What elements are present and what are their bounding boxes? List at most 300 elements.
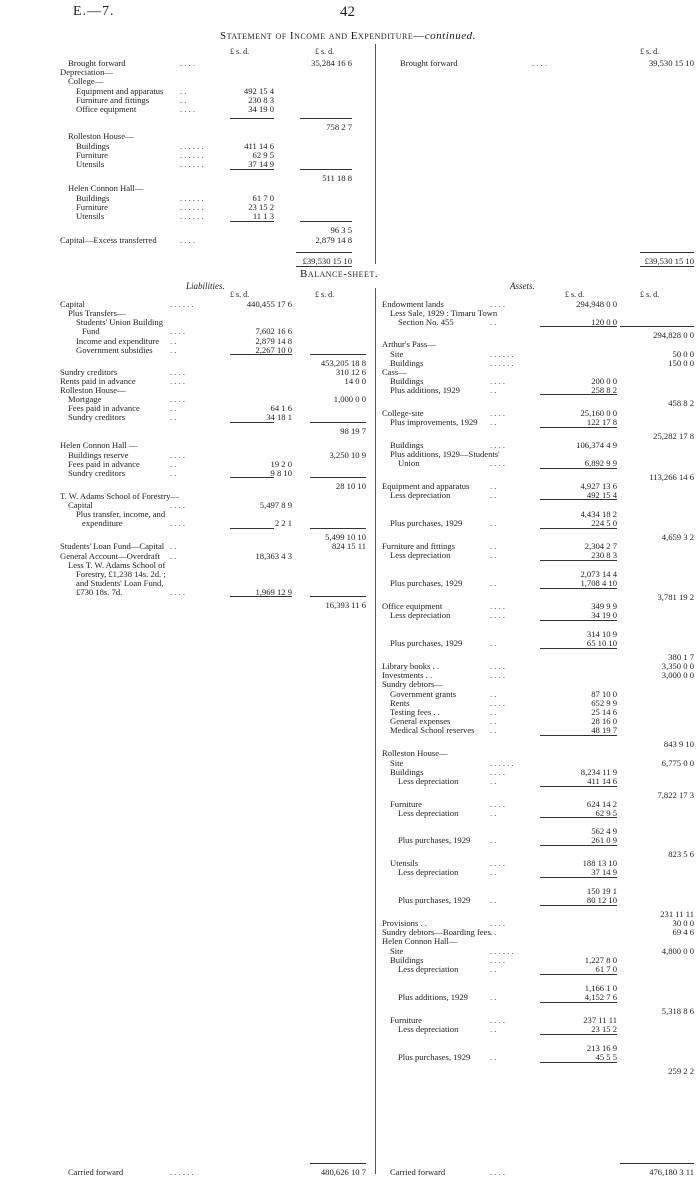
amount-inner: 237 11 11 [583, 1015, 617, 1025]
ledger-label: Less depreciation [398, 808, 459, 818]
ledger-label: Investments . . [382, 670, 433, 680]
amount-total: 1,000 0 0 [333, 394, 366, 404]
leader-dots: . . . . [490, 440, 506, 450]
leader-dots: . . . . [170, 587, 186, 597]
amount-total: 4,800 0 0 [661, 946, 694, 956]
ledger-label: T. W. Adams School of Forestry— [60, 491, 179, 501]
rule-line [230, 422, 274, 423]
rule-line [540, 620, 617, 621]
leader-dots: . . [490, 1024, 497, 1034]
leader-dots: . . . . . . [490, 946, 514, 956]
leader-dots: . . [490, 992, 497, 1002]
leader-dots: . . . . . . [180, 141, 204, 151]
amount-total: 35,284 16 6 [311, 58, 352, 68]
leader-dots: . . . . [490, 858, 506, 868]
ledger-label: Medical School reserves [390, 725, 475, 735]
amount-total: 294,828 0 0 [653, 330, 694, 340]
ledger-label: Buildings reserve [68, 450, 129, 460]
amount-inner: 5,497 8 9 [259, 500, 292, 510]
ledger-label: Sundry creditors [60, 367, 118, 377]
amount-inner: 2,267 10 0 [255, 345, 292, 355]
amount-total: £39,530 15 10 [644, 256, 694, 266]
leader-dots: . . . . . . [490, 758, 514, 768]
ledger-label: Helen Connon Hall — [60, 440, 138, 450]
amount-total: 823 5 6 [668, 849, 694, 859]
leader-dots: . . [490, 481, 497, 491]
amount-total: 25,282 17 8 [653, 431, 694, 441]
rule-line [540, 560, 617, 561]
leader-dots: . . . . [490, 408, 506, 418]
leader-dots: . . [170, 403, 177, 413]
amount-inner: 411 14 6 [587, 776, 617, 786]
leader-dots: . . [180, 95, 187, 105]
amount-inner: 1,166 1 0 [584, 983, 617, 993]
rule-line [540, 974, 617, 975]
amount-inner: 2,304 2 7 [584, 541, 617, 551]
amount-inner: 492 15 4 [243, 86, 274, 96]
amount-total: 50 0 0 [672, 349, 694, 359]
ledger-label: Union [398, 458, 420, 468]
ledger-label: Plus additions, 1929—Students' [390, 449, 500, 459]
amount-inner: 4,434 18 2 [580, 509, 617, 519]
leader-dots: . . . . [170, 367, 186, 377]
amount-inner: 200 0 0 [591, 376, 617, 386]
amount-inner: 492 15 4 [586, 490, 617, 500]
ledger-label: Students' Union Building [76, 317, 164, 327]
leader-dots: . . . . . . [180, 159, 204, 169]
amount-total: 758 2 7 [326, 122, 352, 132]
rule-line [540, 786, 617, 787]
ledger-label: Less depreciation [398, 776, 459, 786]
ledger-label: Furniture [76, 202, 108, 212]
ledger-label: Testing fees . . [390, 707, 440, 717]
amount-inner: 6,892 9 9 [584, 458, 617, 468]
ledger-label: Capital—Excess transferred [60, 235, 157, 245]
ledger-label: Furniture [390, 799, 422, 809]
ledger-label: General Account—Overdraft [60, 551, 160, 561]
amount-total: 824 15 11 [331, 541, 366, 551]
ledger-label: Office equipment [76, 104, 137, 114]
rule-line [540, 499, 617, 500]
leader-dots: . . . . . . [490, 358, 514, 368]
amount-total: 843 9 10 [663, 739, 694, 749]
amount-total: 480,626 10 7 [320, 1167, 366, 1177]
ledger-label: Sundry debtors—Boarding fees [382, 927, 491, 937]
ledger-label: Plus purchases, 1929 [390, 578, 463, 588]
ledger-label: and Students' Loan Fund, [76, 578, 164, 588]
ledger-label: Sundry debtors— [382, 679, 443, 689]
leader-dots: . . [490, 541, 497, 551]
ledger-label: Income and expenditure [76, 336, 160, 346]
ledger-label: Fund [82, 326, 100, 336]
ledger-label: Government grants [390, 689, 457, 699]
page-number: 42 [340, 4, 355, 20]
amount-total: 5,499 10 10 [325, 532, 366, 542]
rule-line [310, 596, 366, 597]
amount-inner: 314 10 9 [586, 629, 617, 639]
leader-dots: . . . . [170, 500, 186, 510]
leader-dots: . . [490, 490, 497, 500]
leader-dots: . . . . [170, 450, 186, 460]
rule-line [540, 427, 617, 428]
amount-total: 3,250 10 9 [329, 450, 366, 460]
amount-inner: 1,969 12 9 [255, 587, 292, 597]
amount-inner: 25,160 0 0 [580, 408, 617, 418]
ledger-label: Equipment and apparatus [382, 481, 470, 491]
leader-dots: . . . . . . [170, 299, 194, 309]
currency-header: £ s. d. [565, 290, 585, 299]
ledger-label: Furniture [390, 1015, 422, 1025]
rule-line [310, 528, 366, 529]
ledger-label: Rolleston House— [60, 385, 126, 395]
leader-dots: . . [170, 459, 177, 469]
amount-inner: 120 0 0 [591, 317, 617, 327]
amount-inner: 37 14 9 [591, 867, 617, 877]
ledger-label: Plus purchases, 1929 [390, 518, 463, 528]
amount-total: 3,350 0 0 [661, 661, 694, 671]
amount-total: 380 1 7 [668, 652, 694, 662]
amount-inner: 188 13 10 [582, 858, 617, 868]
ledger-label: Government subsidies [76, 345, 153, 355]
ledger-label: Furniture and fittings [382, 541, 456, 551]
rule-line [310, 422, 366, 423]
ledger-label: Arthur's Pass— [382, 339, 436, 349]
ledger-label: College-site [382, 408, 424, 418]
leader-dots: . . . . [490, 610, 506, 620]
leader-dots: . . . . . . [180, 193, 204, 203]
assets-title: Assets. [510, 281, 535, 291]
rule-line [230, 354, 292, 355]
leader-dots: . . [490, 385, 497, 395]
ledger-label: Carried forward [390, 1167, 446, 1177]
rule-line [540, 877, 617, 878]
amount-total: 3,781 19 2 [657, 592, 694, 602]
amount-inner: 4,927 13 6 [580, 481, 617, 491]
amount-inner: 18,363 4 3 [255, 551, 292, 561]
leader-dots: . . [490, 689, 497, 699]
amount-inner: 1,708 4 10 [580, 578, 617, 588]
ledger-label: Less depreciation [398, 867, 459, 877]
leader-dots: . . . . [170, 518, 186, 528]
ledger-label: Carried forward [68, 1167, 124, 1177]
leader-dots: . . . . [490, 1015, 506, 1025]
ledger-label: College— [68, 76, 104, 86]
ledger-label: Site [390, 349, 404, 359]
amount-total: 14 0 0 [344, 376, 366, 386]
leader-dots: . . . . [490, 299, 506, 309]
leader-dots: . . . . [180, 104, 196, 114]
balance-sheet-title: Balance-sheet. [300, 268, 379, 280]
amount-inner: 150 19 1 [586, 886, 617, 896]
ledger-label: Buildings [390, 376, 424, 386]
rule-line [540, 588, 617, 589]
ledger-label: Less Sale, 1929 : Timaru Town [390, 308, 498, 318]
amount-inner: 28 16 0 [591, 716, 617, 726]
ledger-label: Plus purchases, 1929 [390, 638, 463, 648]
leader-dots: . . [490, 707, 497, 717]
amount-inner: 45 5 5 [595, 1052, 617, 1062]
ledger-label: Rents paid in advance [60, 376, 136, 386]
leader-dots: . . . . [490, 376, 506, 386]
amount-inner: 19 2 0 [270, 459, 292, 469]
amount-inner: 349 9 9 [591, 601, 617, 611]
rule-line [540, 1062, 617, 1063]
amount-total: 231 11 11 [660, 909, 694, 919]
ledger-label: Utensils [76, 211, 105, 221]
ledger-label: Helen Connon Hall— [382, 936, 458, 946]
amount-inner: 8,234 11 9 [580, 767, 617, 777]
rule-line [230, 528, 274, 529]
ledger-label: Plus Transfers— [68, 308, 126, 318]
rule-line [540, 735, 617, 736]
ledger-label: Brought forward [400, 58, 458, 68]
amount-total: 28 10 10 [335, 481, 366, 491]
ledger-label: Helen Connon Hall— [68, 183, 144, 193]
column-divider [375, 288, 376, 1174]
amount-total: 453,205 18 8 [320, 358, 366, 368]
amount-inner: 440,455 17 6 [246, 299, 292, 309]
ledger-label: Less depreciation [390, 550, 451, 560]
rule-line [296, 252, 352, 253]
ledger-label: Rents [390, 698, 410, 708]
amount-inner: 294,948 0 0 [576, 299, 617, 309]
ledger-label: Buildings [390, 440, 424, 450]
rule-line [230, 118, 274, 119]
ledger-label: Buildings [390, 358, 424, 368]
ledger-label: General expenses [390, 716, 451, 726]
leader-dots: . . [170, 551, 177, 561]
leader-dots: . . . . [490, 767, 506, 777]
amount-inner: 652 9 9 [591, 698, 617, 708]
rule-line [540, 528, 617, 529]
ledger-label: Less T. W. Adams School of [68, 560, 166, 570]
leader-dots: . . . . . . [490, 349, 514, 359]
amount-inner: 61 7 0 [252, 193, 274, 203]
ledger-label: Utensils [76, 159, 105, 169]
leader-dots: . . [490, 867, 497, 877]
leader-dots: . . . . [490, 698, 506, 708]
currency-header: £ s. d. [315, 290, 335, 299]
amount-total: 3,000 0 0 [661, 670, 694, 680]
amount-inner: 61 7 0 [595, 964, 617, 974]
amount-inner: 64 1 6 [270, 403, 292, 413]
ledger-label: Plus additions, 1929 [390, 385, 460, 395]
amount-inner: 34 19 0 [591, 610, 617, 620]
amount-inner: 34 18 1 [266, 412, 292, 422]
amount-total: 310 12 6 [335, 367, 366, 377]
amount-inner: 7,602 16 6 [255, 326, 292, 336]
leader-dots: . . . . [490, 670, 506, 680]
leader-dots: . . . . . . [180, 211, 204, 221]
ledger-label: Capital [68, 500, 93, 510]
amount-total: 39,530 15 10 [648, 58, 694, 68]
ledger-label: Less depreciation [398, 1024, 459, 1034]
statement-title: Statement of Income and Expenditure—continued. [220, 30, 476, 42]
leader-dots: . . . . [490, 918, 506, 928]
ledger-label: Less depreciation [390, 490, 451, 500]
leader-dots: . . [170, 345, 177, 355]
leader-dots: . . [490, 927, 497, 937]
leader-dots: . . [170, 468, 177, 478]
leader-dots: . . [490, 808, 497, 818]
amount-inner: 23 15 2 [591, 1024, 617, 1034]
leader-dots: . . . . [170, 394, 186, 404]
leader-dots: . . [490, 776, 497, 786]
leader-dots: . . [490, 317, 497, 327]
amount-total: 96 3 5 [330, 225, 352, 235]
ledger-label: Buildings [76, 193, 110, 203]
leader-dots: . . . . . . [170, 1167, 194, 1177]
amount-total: 69 4 6 [672, 927, 694, 937]
ledger-label: expenditure [82, 518, 123, 528]
rule-line [640, 252, 694, 253]
ledger-label: Rolleston House— [382, 748, 448, 758]
leader-dots: . . . . [180, 58, 196, 68]
ledger-label: Furniture and fittings [76, 95, 150, 105]
amount-total: 30 0 0 [672, 918, 694, 928]
rule-line [540, 905, 617, 906]
liabilities-title: Liabilities. [186, 281, 225, 291]
amount-total: 113,266 14 6 [649, 472, 694, 482]
ledger-label: Section No. 455 [398, 317, 454, 327]
ledger-label: Sundry creditors [68, 468, 126, 478]
amount-total: 458 8 2 [668, 398, 694, 408]
leader-dots: . . . . [170, 376, 186, 386]
amount-inner: 62 9 5 [252, 150, 274, 160]
rule-line [230, 596, 292, 597]
ledger-label: Cass— [382, 367, 407, 377]
amount-inner: 4,152 7 6 [584, 992, 617, 1002]
report-reference: E.—7. [73, 4, 115, 19]
ledger-label: Depreciation— [60, 67, 113, 77]
amount-total: 511 18 8 [322, 173, 352, 183]
leader-dots: . . [490, 716, 497, 726]
ledger-label: Sundry creditors [68, 412, 126, 422]
rule-line [540, 1034, 617, 1035]
rule-line [310, 1163, 366, 1164]
ledger-label: Buildings [390, 955, 424, 965]
ledger-label: Site [390, 758, 404, 768]
leader-dots: . . [180, 86, 187, 96]
amount-inner: 37 14 9 [248, 159, 274, 169]
rule-line [540, 845, 617, 846]
amount-inner: 411 14 6 [244, 141, 274, 151]
leader-dots: . . . . [490, 661, 506, 671]
leader-dots: . . . . [490, 601, 506, 611]
ledger-label: Site [390, 946, 404, 956]
amount-inner: 2,879 14 8 [255, 336, 292, 346]
ledger-label: Utensils [390, 858, 419, 868]
amount-inner: 230 8 3 [591, 550, 617, 560]
amount-total: 2,879 14 8 [315, 235, 352, 245]
amount-inner: 80 12 10 [586, 895, 617, 905]
ledger-label: Forestry, £1,238 14s. 2d. ; [76, 569, 166, 579]
ledger-label: Plus additions, 1929 [398, 992, 468, 1002]
amount-inner: 562 4 9 [591, 826, 617, 836]
leader-dots: . . . . [532, 58, 548, 68]
amount-inner: 34 19 0 [248, 104, 274, 114]
amount-total: 7,822 17 3 [657, 790, 694, 800]
ledger-label: Brought forward [68, 58, 126, 68]
amount-inner: 2,073 14 4 [580, 569, 617, 579]
amount-total: 476,180 3 11 [649, 1167, 694, 1177]
amount-total: 16,393 11 6 [325, 600, 366, 610]
ledger-label: Capital [60, 299, 85, 309]
currency-header: £ s. d. [640, 290, 660, 299]
currency-header: £ s. d. [230, 290, 250, 299]
rule-line [540, 648, 617, 649]
ledger-label: Equipment and apparatus [76, 86, 164, 96]
amount-total: 4,659 3 2 [661, 532, 694, 542]
amount-inner: 9 8 10 [270, 468, 292, 478]
ledger-label: Plus purchases, 1929 [398, 835, 471, 845]
rule-line [230, 221, 274, 222]
rule-line [540, 326, 617, 327]
amount-inner: 65 10 10 [586, 638, 617, 648]
rule-line [300, 118, 352, 119]
rule-line [296, 266, 352, 267]
leader-dots: . . [490, 638, 497, 648]
rule-line [540, 468, 617, 469]
ledger-label: Office equipment [382, 601, 443, 611]
leader-dots: . . [490, 578, 497, 588]
leader-dots: . . . . [490, 799, 506, 809]
rule-line [640, 266, 694, 267]
leader-dots: . . [490, 1052, 497, 1062]
currency-header: £ s. d. [315, 47, 335, 56]
ledger-label: Fees paid in advance [68, 459, 140, 469]
amount-inner: 62 9 5 [595, 808, 617, 818]
ledger-label: Provisions . . [382, 918, 427, 928]
ledger-label: Less depreciation [390, 610, 451, 620]
amount-inner: 261 0 9 [591, 835, 617, 845]
amount-total: 5,318 8 6 [661, 1006, 694, 1016]
ledger-label: £730 18s. 7d. [76, 587, 123, 597]
currency-header: £ s. d. [640, 47, 660, 56]
amount-total: 150 0 0 [668, 358, 694, 368]
ledger-label: Less depreciation [398, 964, 459, 974]
ledger-label: Furniture [76, 150, 108, 160]
rule-line [540, 394, 617, 395]
rule-line [620, 326, 694, 327]
amount-inner: 25 14 6 [591, 707, 617, 717]
amount-inner: 224 5 0 [591, 518, 617, 528]
ledger-label: Mortgage [68, 394, 102, 404]
leader-dots: . . [490, 964, 497, 974]
rule-line [540, 817, 617, 818]
amount-inner: 230 8 3 [248, 95, 274, 105]
leader-dots: . . [490, 835, 497, 845]
amount-total: 259 2 2 [668, 1066, 694, 1076]
rule-line [310, 354, 366, 355]
amount-inner: 87 10 0 [591, 689, 617, 699]
leader-dots: . . [170, 541, 177, 551]
ledger-label: Buildings [76, 141, 110, 151]
amount-inner: 624 14 2 [586, 799, 617, 809]
amount-inner: 23 15 2 [248, 202, 274, 212]
ledger-label: Plus purchases, 1929 [398, 1052, 471, 1062]
amount-total: £39,530 15 10 [302, 256, 352, 266]
amount-inner: 2 2 1 [274, 518, 292, 528]
ledger-label: Plus purchases, 1929 [398, 895, 471, 905]
leader-dots: . . [170, 336, 177, 346]
leader-dots: . . . . [490, 458, 506, 468]
rule-line [300, 169, 352, 170]
leader-dots: . . . . . . [180, 150, 204, 160]
amount-inner: 11 1 3 [252, 211, 274, 221]
leader-dots: . . . . [180, 235, 196, 245]
amount-inner: 48 19 7 [591, 725, 617, 735]
